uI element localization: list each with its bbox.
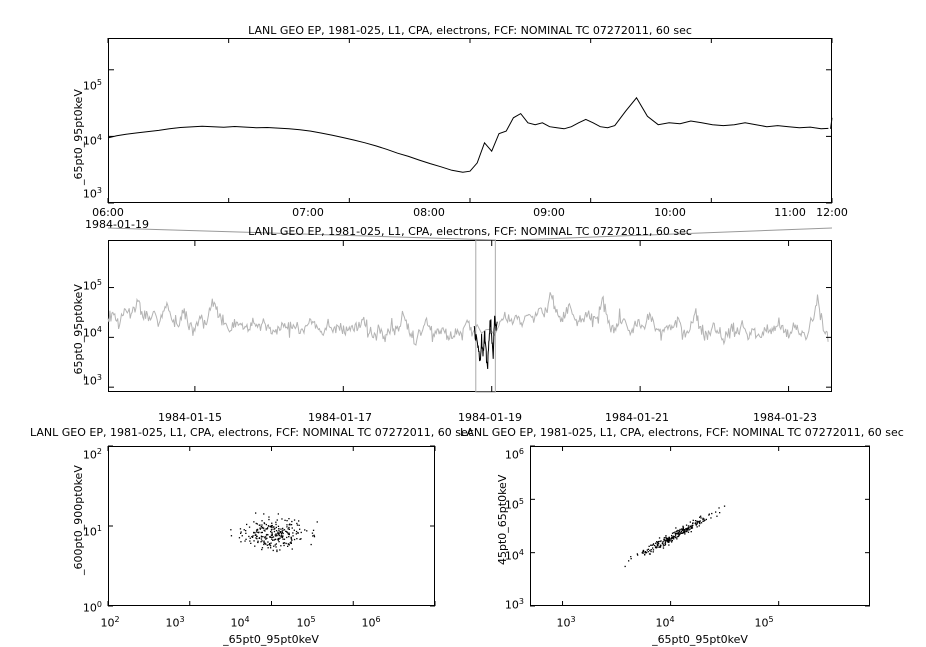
panel-scatter-right-ytick-3: $10^6$ [504,447,524,462]
panel-zoom-date-label: 1984-01-19 [85,218,149,231]
panel-zoom-ytick-1: $10^4$ [82,133,102,148]
panel-scatter-right-points [530,446,870,606]
panel-scatter-right-xtick-2: $10^5$ [754,615,774,630]
panel-scatter-right-ytick-1: $10^4$ [504,548,524,563]
panel-scatter-left-ytick-2: $10^2$ [82,447,102,462]
panel-zoom-ytick-0: $10^3$ [82,186,102,201]
panel-scatter-right-title: LANL GEO EP, 1981-025, L1, CPA, electrons, FCF: NOMINAL TC 07272011, 60 sec [460,426,904,439]
panel-scatter-left-xtick-1: $10^3$ [165,615,185,630]
panel-overview-title: LANL GEO EP, 1981-025, L1, CPA, electrons, FCF: NOMINAL TC 07272011, 60 sec [248,225,692,238]
panel-scatter-left-ytick-0: $10^0$ [82,600,102,615]
panel-scatter-right-xtick-1: $10^4$ [655,615,675,630]
panel-zoom-ylabel: _65pt0_95pt0keV [72,89,85,185]
panel-scatter-left-xlabel: _65pt0_95pt0keV [223,633,319,646]
panel-zoom-xtick-5: 11:00 [774,206,806,219]
panel-scatter-left-xtick-4: $10^6$ [361,615,381,630]
panel-scatter-left-ylabel: _600pt0_900pt0keV [72,465,85,575]
panel-scatter-right-ylabel: 45pt0_65pt0keV [496,474,509,565]
panel-scatter-right-ytick-0: $10^3$ [504,597,524,612]
panel-overview-ytick-0: $10^3$ [82,373,102,388]
panel-scatter-right-ytick-2: $10^5$ [504,497,524,512]
panel-scatter-left-xtick-0: $10^2$ [100,615,120,630]
panel-zoom-xtick-1: 07:00 [292,206,324,219]
panel-scatter-right-xlabel: _65pt0_95pt0keV [652,633,748,646]
panel-zoom-title: LANL GEO EP, 1981-025, L1, CPA, electrons, FCF: NOMINAL TC 07272011, 60 sec [248,24,692,37]
panel-overview-xtick-4: 1984-01-23 [753,411,817,424]
panel-zoom-xtick-0: 06:00 [92,206,124,219]
panel-zoom-xtick-6: 12:00 [816,206,848,219]
panel-zoom-xtick-2: 08:00 [413,206,445,219]
panel-overview-ytick-1: $10^4$ [82,325,102,340]
panel-zoom-ytick-2: $10^5$ [82,78,102,93]
panel-scatter-left-ytick-1: $10^1$ [82,524,102,539]
panel-scatter-right-xtick-0: $10^3$ [556,615,576,630]
panel-scatter-left-xtick-2: $10^4$ [230,615,250,630]
panel-scatter-left-title: LANL GEO EP, 1981-025, L1, CPA, electrons, FCF: NOMINAL TC 07272011, 60 sec [30,426,474,439]
panel-zoom-xtick-3: 09:00 [533,206,565,219]
panel-zoom-xtick-4: 10:00 [654,206,686,219]
panel-overview-ylabel: _65pt0_95pt0keV [72,284,85,380]
panel-scatter-left-points [108,446,435,606]
panel-overview-plot [108,240,832,392]
panel-scatter-left-xtick-3: $10^5$ [296,615,316,630]
panel-overview-ytick-2: $10^5$ [82,278,102,293]
panel-overview-xtick-1: 1984-01-17 [308,411,372,424]
panel-overview-xtick-0: 1984-01-15 [158,411,222,424]
panel-overview-xtick-2: 1984-01-19 [458,411,522,424]
panel-overview-xtick-3: 1984-01-21 [605,411,669,424]
